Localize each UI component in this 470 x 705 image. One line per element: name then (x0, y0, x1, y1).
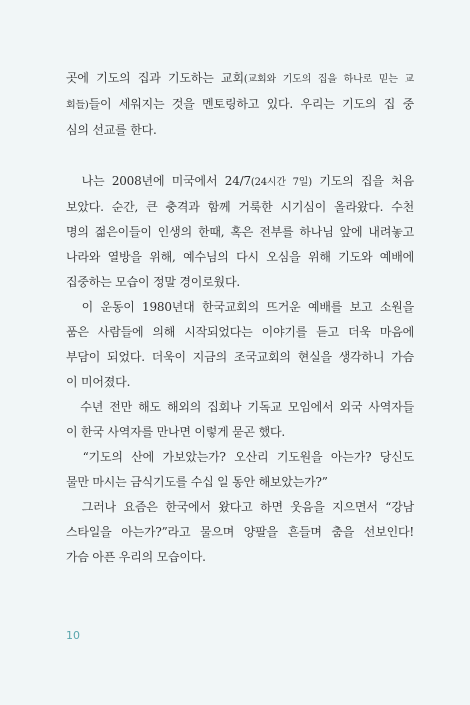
parenthetical-note: 회들) (66, 100, 89, 111)
text-line: 나라와 열방을 위해, 예수님의 다시 오심을 위해 기도와 예배에 (66, 250, 414, 264)
text-line: 이 한국 사역자를 만나면 이렇게 묻곤 했다. (66, 425, 285, 439)
text-span: 이 운동이 1980년대 한국교회의 뜨거운 예배를 보고 소원을 (81, 300, 414, 314)
parenthetical-note: (교회와 기도의 집을 하나로 믿는 교 (243, 74, 414, 85)
text-line: 가슴 아픈 우리의 모습이다. (66, 550, 206, 564)
text-span: 곳에 기도의 집과 기도하는 교회 (66, 71, 244, 85)
page-body (66, 66, 414, 570)
text-span: 들이 세워지는 것을 멘토링하고 있다. 우리는 기도의 집 중 (88, 97, 414, 111)
paragraph-6 (66, 495, 414, 570)
paragraph-gap (66, 143, 414, 169)
text-line: 이 미어졌다. (66, 375, 131, 389)
text-line (66, 395, 414, 420)
text-line (66, 445, 414, 470)
text-span: “기도의 산에 가보았는가? 오산리 기도원을 아는가? 당신도 (82, 450, 414, 464)
text-line (66, 495, 414, 520)
parenthetical-note: (24시간 7일) (250, 177, 312, 188)
paragraph-5 (66, 445, 414, 495)
text-span: 그러나 요즘은 한국에서 왔다고 하면 웃음을 지으면서 “강남 (81, 500, 414, 514)
text-line: 스타일을 아는가?”라고 물으며 양팔을 흔들며 춤을 선보인다! (66, 525, 414, 539)
text-line (66, 66, 414, 92)
paragraph-1 (66, 66, 414, 143)
text-line: 심의 선교를 한다. (66, 123, 157, 137)
text-line: 부담이 되었다. 더욱이 지금의 조국교회의 현실을 생각하니 가슴 (66, 350, 414, 364)
text-line: 품은 사람들에 의해 시작되었다는 이야기를 듣고 더욱 마음에 (66, 325, 414, 339)
text-line: 물만 마시는 금식기도를 수십 일 동안 해보았는가?” (66, 475, 328, 489)
text-line (66, 92, 414, 118)
text-span: 나는 2008년에 미국에서 24/7 (81, 174, 251, 188)
text-line: 집중하는 모습이 정말 경이로웠다. (66, 275, 240, 289)
text-span: 기도의 집을 처음 (311, 174, 414, 188)
paragraph-2 (66, 169, 414, 295)
text-line: 보았다. 순간, 큰 충격과 함께 거룩한 시기심이 올라왔다. 수천 (66, 200, 414, 214)
text-line: 명의 젊은이들이 인생의 한때, 혹은 전부를 하나님 앞에 내려놓고 (66, 225, 414, 239)
paragraph-4 (66, 395, 414, 445)
paragraph-3 (66, 295, 414, 395)
text-line (66, 169, 414, 195)
text-span: 수년 전만 해도 해외의 집회나 기독교 모임에서 외국 사역자들 (80, 400, 414, 414)
text-line (66, 295, 414, 320)
page-number: 10 (66, 629, 80, 642)
